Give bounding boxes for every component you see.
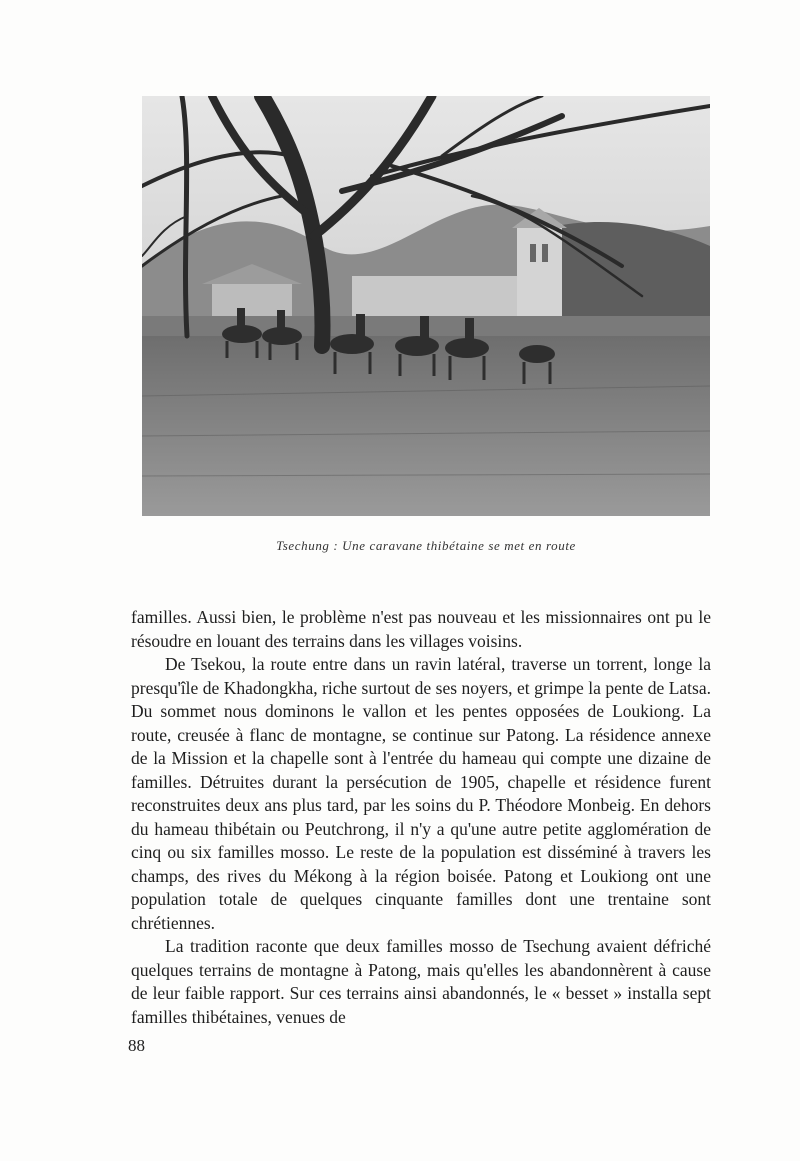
chapel-tower bbox=[517, 224, 562, 324]
photo-caption: Tsechung : Une caravane thibétaine se met en route bbox=[276, 538, 576, 553]
caravan-photograph bbox=[142, 96, 710, 516]
body-text bbox=[131, 606, 711, 1029]
paragraph-3: La tradition raconte que deux familles mosso de Tsechung avaient défriché quelques terrains de montagne à Patong, mais qu'elles les abandonnèrent à cause de leur faible rapport. Sur ces terrains ainsi abandonnés, le « besset » installa sept familles thibétaines, venues de bbox=[131, 936, 711, 1027]
meadow bbox=[142, 336, 710, 516]
photo-illustration bbox=[142, 96, 710, 516]
paragraph-1: familles. Aussi bien, le problème n'est pas nouveau et les missionnaires ont pu le résoudre en louant des terrains dans les villages voisins. bbox=[131, 607, 711, 651]
page-number: 88 bbox=[128, 1036, 145, 1055]
paragraph-2: De Tsekou, la route entre dans un ravin latéral, traverse un torrent, longe la presqu'île de Khadongkha, riche surtout de ses noyers, et grimpe la pente de Latsa. Du sommet nous dominons le vallon et les pentes opposées de Loukiong. La route, creusée à flanc de montagne, se continue sur Patong. La résidence annexe de la Mission et la chapelle sont à l'entrée du hameau qui compte une dizaine de familles. Détruites durant la persécution de 1905, chapelle et résidence furent reconstruites deux ans plus tard, par les soins du P. Théodore Monbeig. En dehors du hameau thibétain ou Peutchrong, il n'y a qu'une autre petite agglomération de cinq ou six familles mosso. Le reste de la population est disséminé à travers les champs, des rives du Mékong à la région boisée. Patong et Loukiong ont une population totale de quelques cinquante familles dont une trentaine sont chrétiennes. bbox=[131, 654, 711, 933]
